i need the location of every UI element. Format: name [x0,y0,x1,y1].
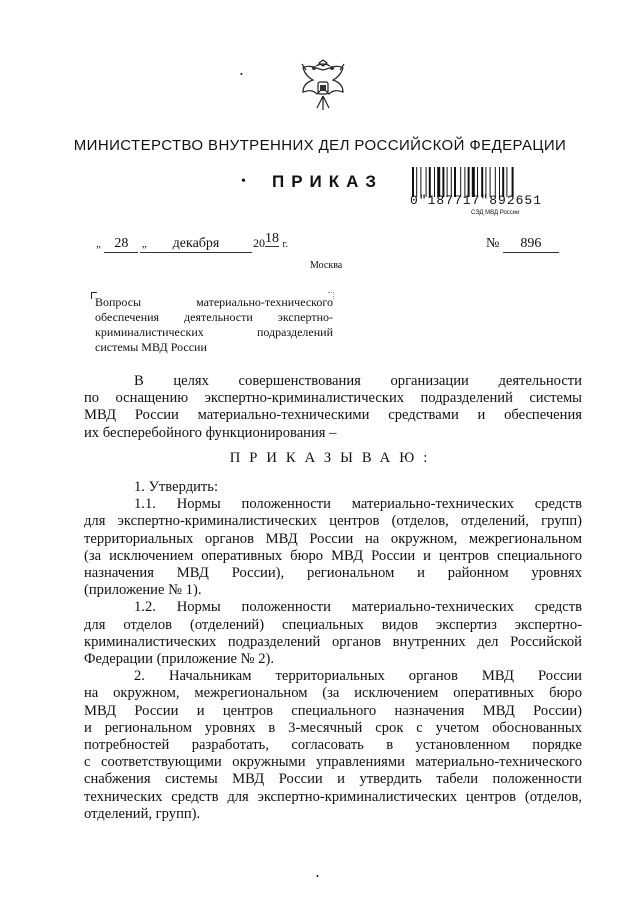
ministry-heading: МИНИСТЕРСТВО ВНУТРЕННИХ ДЕЛ РОССИЙСКОЙ ФЕДЕРАЦИИ [73,137,567,154]
item-1-2-line: для отделов (отделений) специальных видов экспертиз экспертно- [84,616,582,633]
item-1-2-line: Федерации (приложение № 2). [84,651,275,668]
date-year-letter: г. [282,239,288,250]
subject-line: криминалистических подразделений [95,325,333,339]
barcode-caption: СЭД МВД России [471,210,520,216]
date-day: 28 [104,236,138,253]
scan-mark: • [316,872,319,881]
city: Москва [310,260,343,271]
scan-mark: • [241,174,246,189]
preamble-line: по оснащению экспертно-криминалистических подразделений системы [84,390,582,407]
item-2-line: и региональном уровнях в 3-месячный срок с учетом обоснованных [84,719,582,736]
item-1-1-line: 1.1. Нормы положенности материально-технических средств [134,496,582,513]
item-1-1-line: назначения МВД России), региональном и районном уровнях [84,565,582,582]
item-1-1-line: (за исключением оперативных бюро МВД России и центров специального [84,547,582,564]
scan-mark: • [240,70,243,79]
item-2-line: снабжения системы МВД России и утвердить табели положенности [84,771,582,788]
subject-line: Вопросы материально-технического [95,295,333,309]
item-2-line: МВД России и центров специального назначения МВД России) [84,702,582,719]
item-2-line: с соответствующими окружными управлениями материально-технического [84,754,582,771]
number-sign: № [486,236,500,251]
subject-block [95,295,333,355]
item-1: 1. Утвердить: [134,479,219,496]
date-day-row: „ 28 „ [96,236,147,251]
item-2-line: потребностей разработать, согласовать в установленном порядке [84,737,582,754]
subject-line: обеспечения деятельности экспертно- [95,310,333,324]
document-type-title: ПРИКАЗ [272,172,384,191]
date-year [253,231,288,252]
preamble-line: их бесперебойного функционирования – [84,424,337,441]
order-number-row [486,236,559,253]
document-body [84,373,582,823]
order-directive-heading: ПРИКАЗЫВАЮ: [229,449,437,466]
preamble-line: В целях совершенствования организации деятельности [134,373,582,389]
item-2-line: отделений, групп). [84,805,201,822]
item-1-2-line: криминалистических подразделений органов внутренних дел Российской [84,633,582,650]
item-1-1-line: территориальных органов МВД России на окружном, межрегиональном [84,530,582,547]
item-1-1-line: для экспертно-криминалистических центров (отделов, отделений, групп) [84,513,582,530]
item-2-line: технических средств для экспертно-криминалистических центров (отделов, [84,788,582,805]
date-month: декабря [140,236,252,253]
barcode-number: 0"187717"892651 [410,193,543,208]
coat-of-arms-emblem-icon [294,56,352,118]
item-2-line: на окружном, межрегиональном (за исключением оперативных бюро [84,685,582,702]
item-2-line: 2. Начальникам территориальных органов МВД России [134,668,582,685]
order-number: 896 [503,236,559,253]
date-year-suffix: 18 [265,231,279,246]
item-1-1-line: (приложение № 1). [84,582,202,599]
preamble-line: МВД России материально-техническими средствами и обеспечения [84,407,582,424]
subject-line: системы МВД России [95,340,207,354]
item-1-2-line: 1.2. Нормы положенности материально-технических средств [134,599,582,616]
date-year-prefix: 20 [253,236,265,250]
